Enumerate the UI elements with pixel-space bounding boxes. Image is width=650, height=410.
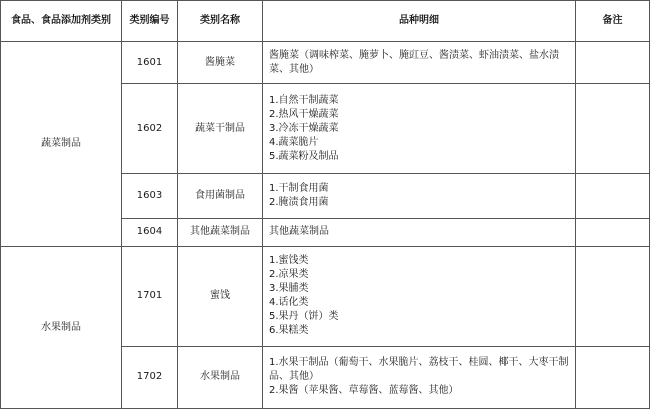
detail-line: 1.水果干制品（葡萄干、水果脆片、荔枝干、桂圆、椰干、大枣干制品、其他） — [269, 357, 569, 383]
name-cell: 食用菌制品 — [178, 174, 263, 218]
detail-line: 4.蔬菜脆片 — [269, 136, 319, 148]
note-cell — [576, 218, 650, 246]
code-cell: 1602 — [122, 84, 178, 174]
detail-line: 2.腌渍食用菌 — [269, 197, 329, 209]
code-cell: 1603 — [122, 174, 178, 218]
detail-line: 6.果糕类 — [269, 325, 309, 337]
header-category: 食品、食品添加剂类别 — [1, 1, 122, 42]
header-row — [1, 1, 650, 42]
name-cell: 蔬菜干制品 — [178, 84, 263, 174]
table-row — [1, 42, 650, 84]
detail-cell — [263, 84, 576, 174]
detail-cell — [263, 247, 576, 347]
detail-cell — [263, 346, 576, 408]
detail-line: 3.果脯类 — [269, 283, 309, 295]
detail-line: 1.蜜饯类 — [269, 255, 309, 267]
detail-cell — [263, 218, 576, 246]
header-note: 备注 — [576, 1, 650, 42]
header-code: 类别编号 — [122, 1, 178, 42]
detail-cell — [263, 42, 576, 84]
detail-line: 酱腌菜（调味榨菜、腌萝卜、腌豇豆、酱渍菜、虾油渍菜、盐水渍菜、其他） — [269, 49, 559, 75]
name-cell: 蜜饯 — [178, 247, 263, 347]
detail-cell — [263, 174, 576, 218]
name-cell: 其他蔬菜制品 — [178, 218, 263, 246]
note-cell — [576, 346, 650, 408]
detail-line: 2.热风干燥蔬菜 — [269, 108, 339, 120]
detail-line: 5.蔬菜粉及制品 — [269, 150, 339, 162]
note-cell — [576, 174, 650, 218]
code-cell: 1601 — [122, 42, 178, 84]
detail-line: 2.凉果类 — [269, 269, 309, 281]
detail-line: 2.果酱（苹果酱、草莓酱、蓝莓酱、其他） — [269, 385, 459, 397]
detail-line: 1.干制食用菌 — [269, 183, 329, 195]
category-cell: 蔬菜制品 — [1, 42, 122, 247]
detail-line: 其他蔬菜制品 — [269, 226, 329, 238]
code-cell: 1604 — [122, 218, 178, 246]
name-cell: 水果制品 — [178, 346, 263, 408]
detail-line: 3.冷冻干燥蔬菜 — [269, 122, 339, 134]
header-name: 类别名称 — [178, 1, 263, 42]
detail-line: 1.自然干制蔬菜 — [269, 94, 339, 106]
note-cell — [576, 84, 650, 174]
detail-line: 5.果丹（饼）类 — [269, 311, 339, 323]
note-cell — [576, 247, 650, 347]
category-cell: 水果制品 — [1, 247, 122, 409]
name-cell: 酱腌菜 — [178, 42, 263, 84]
note-cell — [576, 42, 650, 84]
table-row — [1, 247, 650, 347]
header-detail: 品种明细 — [263, 1, 576, 42]
detail-line: 4.话化类 — [269, 297, 309, 309]
code-cell: 1701 — [122, 247, 178, 347]
code-cell: 1702 — [122, 346, 178, 408]
